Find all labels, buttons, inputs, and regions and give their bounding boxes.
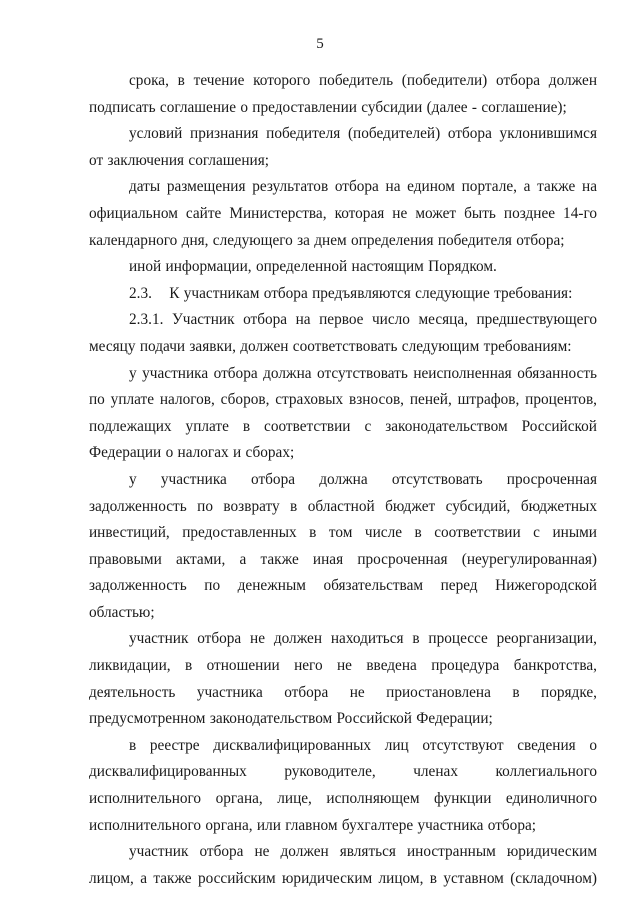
- paragraph-other-information: иной информации, определенной настоящим Порядком.: [129, 258, 497, 276]
- paragraph-section-2-3-1: 2.3.1. Участник отбора на первое число месяца, предшествующего месяцу подачи заявки, должен соответствовать следующим требованиям:: [89, 311, 597, 355]
- paragraph-overdue-debt: у участника отбора должна отсутствовать просроченная задолженность по возврату в областной бюджет субсидий, бюджетных инвестиций, предоставленных в том числе в соответствии с иными правовыми актами, а также иная просроченная (неурегулированная) задолженность по денежным обязательствам перед Нижегородской областью;: [89, 470, 597, 621]
- paragraph-foreign-entity: участник отбора не должен являться иностранным юридическим лицом, а также российским юридическим лицом, в уставном (складочном): [89, 843, 597, 887]
- paragraph-signing-deadline: срока, в течение которого победитель (победители) отбора должен подписать соглашение о предоставлении субсидии (далее - соглашение);: [89, 72, 597, 116]
- page-number: 5: [316, 36, 324, 52]
- paragraph-tax-obligations: у участника отбора должна отсутствовать неисполненная обязанность по уплате налогов, сборов, страховых взносов, пеней, штрафов, процентов, подлежащих уплате в соответствии с законодательством Российской Федерации о налогах и сборах;: [89, 364, 597, 462]
- paragraph-evasion-conditions: условий признания победителя (победителей) отбора уклонившимся от заключения соглашения;: [89, 125, 597, 169]
- document-body: [89, 68, 597, 892]
- paragraph-disqualified-persons: в реестре дисквалифицированных лиц отсутствуют сведения о дисквалифицированных руководителе, членах коллегиального исполнительного органа, лице, исполняющем функции единоличного исполнительного органа, или главном бухгалтере участника отбора;: [89, 736, 597, 834]
- paragraph-results-publication-date: даты размещения результатов отбора на едином портале, а также на официальном сайте Министерства, которая не может быть позднее 14-го календарного дня, следующего за днем определения победителя отбора;: [89, 178, 597, 249]
- paragraph-reorganization: участник отбора не должен находиться в процессе реорганизации, ликвидации, в отношении него не введена процедура банкротства, деятельность участника отбора не приостановлена в порядке, предусмотренном законодательством Российской Федерации;: [89, 630, 597, 728]
- paragraph-section-2-3: 2.3. К участникам отбора предъявляются следующие требования:: [129, 284, 573, 302]
